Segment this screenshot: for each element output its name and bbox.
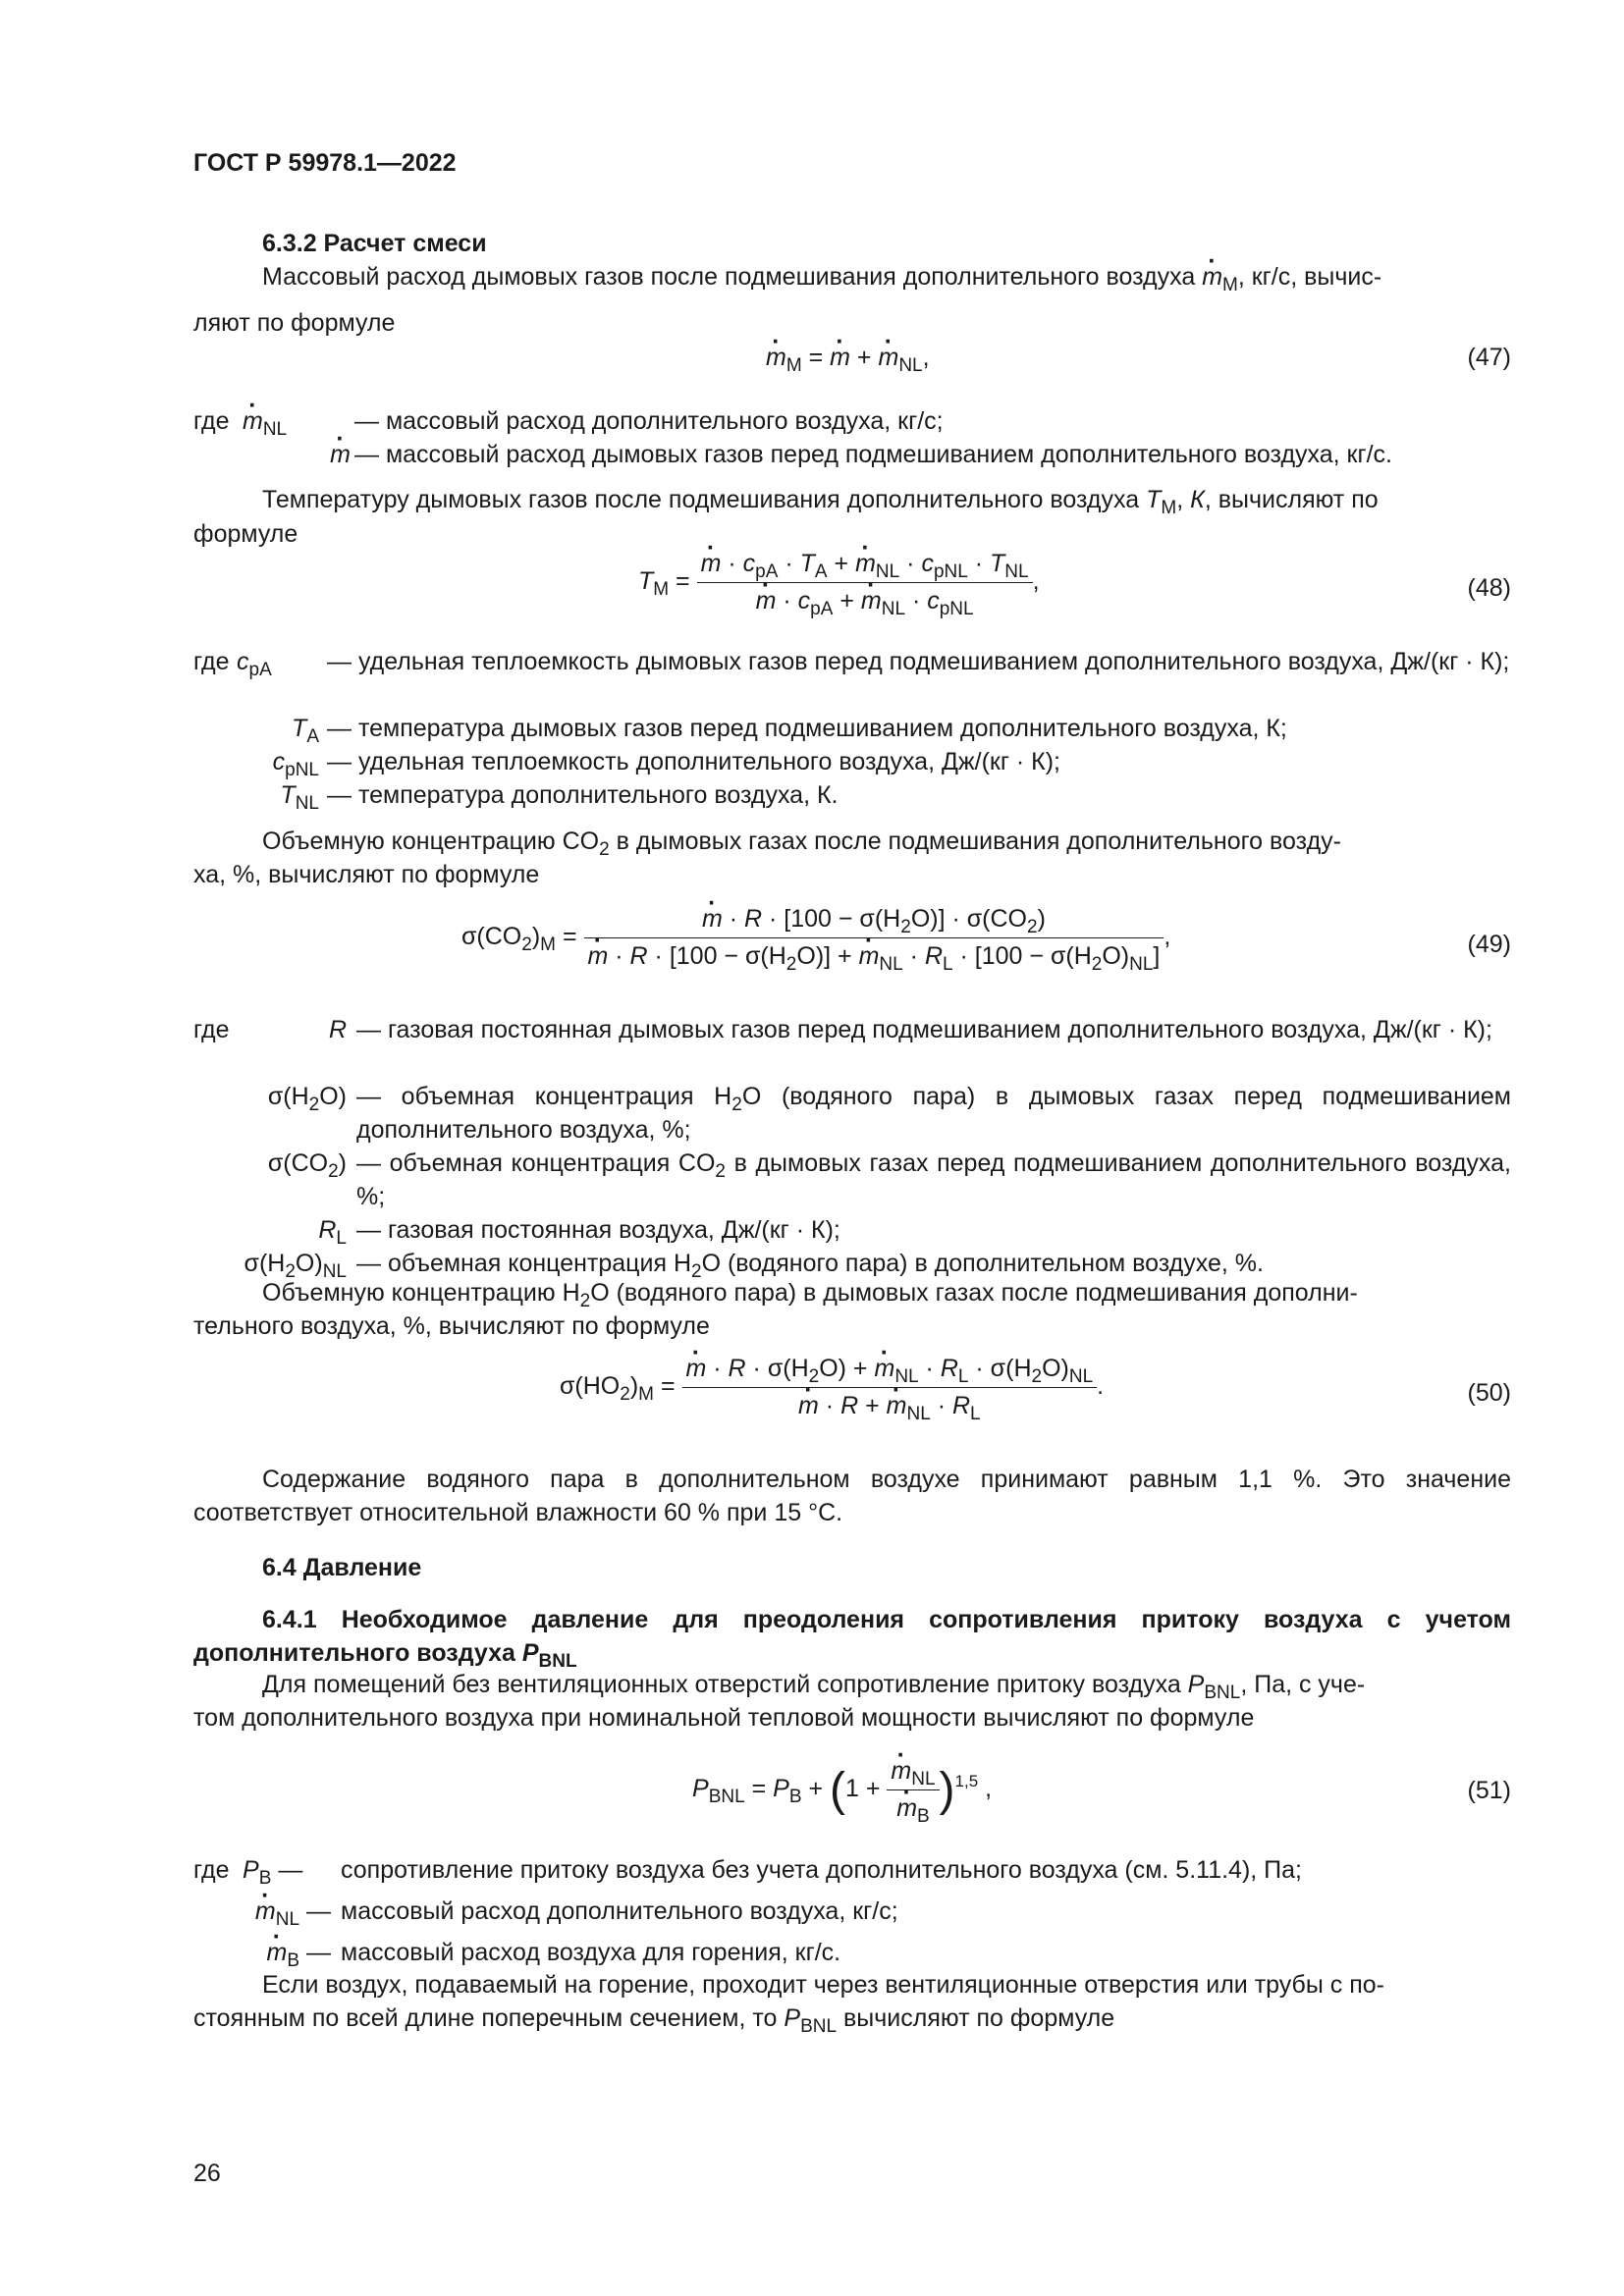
paragraph-h2o: Объемную концентрацию $H_2O$ (водяного пара) в дымовых газах после подмешивания дополни- bbox=[262, 1279, 1358, 1311]
equation-48: $T_M$ = · $m \cdot c_{pA} \cdot T_A$ + · $m_{NL} \cdot c_{pNL} \cdot T_{NL}$ · $m \cdot c_{pA}$ + · $m_{NL} \cdot c_{pNL}$ , bbox=[638, 550, 1040, 615]
equation-50: $\sigma(HO_2)_M$ = · $m \cdot R \cdot \sigma(H_2O)$ + · $m_{NL} \cdot R_L \cdot \sigma(H_2O)_{NL}$ · m · R + · $m_{NL} \cdot R_L$ . bbox=[560, 1355, 1104, 1420]
equation-number-49: (49) bbox=[1467, 931, 1511, 958]
equation-49: $\sigma(CO_2)_M$ = · $m \cdot R \cdot [100 - \sigma(H_2O)] \cdot \sigma(CO_2)$ · $m \cdot R \cdot [100 - \sigma(H_2O)]$ + · $m_{NL} \cdot R_L \cdot [100 - \sigma(H_2O)_{NL}]$ , bbox=[461, 905, 1170, 971]
section-title-6-3-2: 6.3.2 Расчет смеси bbox=[262, 230, 487, 257]
paragraph-pbnl-line2: том дополнительного воздуха при номинальной тепловой мощности вычисляют по формуле bbox=[193, 1704, 1255, 1732]
paragraph-water-vapour: Содержание водяного пара в дополнительном воздухе принимают равным 1,1 %. Это значение соответствует относительной влажности 60 % при 15 °C. bbox=[193, 1466, 1511, 1526]
equation-number-48: (48) bbox=[1467, 574, 1511, 602]
page-number: 26 bbox=[193, 2160, 221, 2187]
equation-number-47: (47) bbox=[1467, 344, 1511, 371]
equation-47: · $m_M$ = · m + · $m_{NL}$, bbox=[766, 344, 930, 372]
document-code: ГОСТ Р 59978.1—2022 bbox=[193, 149, 457, 177]
paragraph-temperature: Температуру дымовых газов после подмешивания дополнительного воздуха $T_M$, К, вычисляют по bbox=[262, 486, 1379, 518]
paragraph-co2-line2: ха, %, вычисляют по формуле bbox=[193, 861, 540, 888]
paragraph-ventilation: Если воздух, подаваемый на горение, проходит через вентиляционные отверстия или трубы с по- bbox=[262, 1971, 1384, 1999]
equation-number-51: (51) bbox=[1467, 1777, 1511, 1804]
paragraph-temperature-line2: формуле bbox=[193, 520, 298, 548]
paragraph-mass-flow: Массовый расход дымовых газов после подмешивания дополнительного воздуха · $m_M$, кг/с, вычис- bbox=[262, 263, 1511, 292]
paragraph-co2: Объемную концентрацию $CO_2$ в дымовых газах после подмешивания дополнительного возду- bbox=[262, 828, 1341, 860]
equation-number-50: (50) bbox=[1467, 1379, 1511, 1407]
section-title-6-4: 6.4 Давление bbox=[262, 1554, 422, 1581]
document-page: ГОСТ Р 59978.1—2022 6.3.2 Расчет смеси Массовый расход дымовых газов после подмешивания дополнительного воздуха · $m_M$, кг/с, вычис- ляют по формуле · $m_M$ = · m + · $m_{NL}$, (47) где · $m_{NL}$ — массовый расход дополнительного воздуха, кг/с; · m — массовый расход дымовых газов перед подмешиванием дополнительного воздуха, кг/с. Температуру дымовых газов после подмешивания дополнительного воздуха $T_M$, К, вычисляют по формуле $T_M$ = · $m \cdot c_{pA} \cdot T_A$ + · $m_{NL} \cdot c_{pNL} \cdot T_{NL}$ · $m \cdot c_{pA}$ + · $m_{NL} \cdot c_{pNL}$ , (48) где $c_{pA}$ — удельная теплоемкость дымовых газов перед подмешиванием дополнительного воздуха, Дж/(кг · К); $T_A$ — температура дымовых газов перед подмешиванием дополнительного воздуха, К; $c_{pNL}$ — удельная теплоемкость дополнительного воздуха, Дж/(кг · К); $T_{NL}$ — температура дополнительного воздуха, К. Объемную концентрацию $CO_2$ в дымовых газах после подмешивания дополнительного возду- ха, %, вычисляют по формуле $\sigma(CO_2)_M$ = · $m \cdot R \cdot [100 - \sigma(H_2O)] \cdot \sigma(CO_2)$ · $m \cdot R \cdot [100 - \sigma(H_2O)]$ + · $m_{NL} \cdot R_L \cdot [100 - \sigma(H_2O)_{NL}]$ , (49) где R — газовая постоянная дымовых газов перед подмешиванием дополнительного воздуха, Дж/(кг · К); $\sigma(H_2O)$ — объемная концентрация $H_2O$ (водяного пара) в дымовых газах перед подмешиванием дополнительного воздуха, %; $\sigma(CO_2)$ — объемная концентрация $CO_2$ в дымовых газах перед подмешиванием дополнительного воздуха, %; $R_L$ — газовая постоянная воздуха, Дж/(кг · К); $\sigma(H_2O)_{NL}$ — объемная концентрация $H_2O$ (водяного пара) в дополнительном воздухе, %. Объемную концентрацию $H_2O$ (водяного пара) в дымовых газах после подмешивания дополни- тельного воздуха, %, вычисляют по формуле $\sigma(HO_2)_M$ = · $m \cdot R \cdot \sigma(H_2O)$ + · $m_{NL} \cdot R_L \cdot \sigma(H_2O)_{NL}$ · m · R + · $m_{NL} \cdot R_L$ . (50) Содержание водяного пара в дополнительном воздухе принимают равным 1,1 %. Это значение соответствует относительной влажности 60 % при 15 °C. 6.4 Давление 6.4.1 Необходимое давление для преодоления сопротивления притоку воздуха с учетом дополнительного воздуха $P_{BNL}$ Для помещений без вентиляционных отверстий сопротивление притоку воздуха $P_{BNL}$, Па, с уче- том дополнительного воздуха при номинальной тепловой мощности вычисляют по формуле $P_{BNL} = P_B + (1$ + · $m_{NL}$ · $m_B$ )$^{1,5}$ , (51) где $P_B$ — сопротивление притоку воздуха без учета дополнительного воздуха (см. 5.11.4), Па; · $m_{NL}$ — массовый расход дополнительного воздуха, кг/с; · $m_B$ — массовый расход воздуха для горения, кг/с. Если воздух, подаваемый на горение, проходит через вентиляционные отверстия или трубы с по- стоянным по всей длине поперечным сечением, то $P_{BNL}$ вычисляют по формуле 26 bbox=[0, 0, 1624, 2296]
paragraph-h2o-line2: тельного воздуха, %, вычисляют по формуле bbox=[193, 1312, 710, 1340]
equation-51: $P_{BNL} = P_B + (1$ + · $m_{NL}$ · $m_B$ )$^{1,5}$ , bbox=[692, 1757, 992, 1823]
paragraph-ventilation-line2: стоянным по всей длине поперечным сечением, то $P_{BNL}$ вычисляют по формуле bbox=[193, 2004, 1115, 2037]
section-title-6-4-1: 6.4.1 Необходимое давление для преодоления сопротивления притоку воздуха с учетом дополнительного воздуха $P_{BNL}$ bbox=[193, 1606, 1511, 1672]
paragraph-mass-flow-line2: ляют по формуле bbox=[193, 309, 396, 337]
paragraph-pbnl: Для помещений без вентиляционных отверстий сопротивление притоку воздуха $P_{BNL}$, Па, с уче- bbox=[262, 1671, 1366, 1703]
